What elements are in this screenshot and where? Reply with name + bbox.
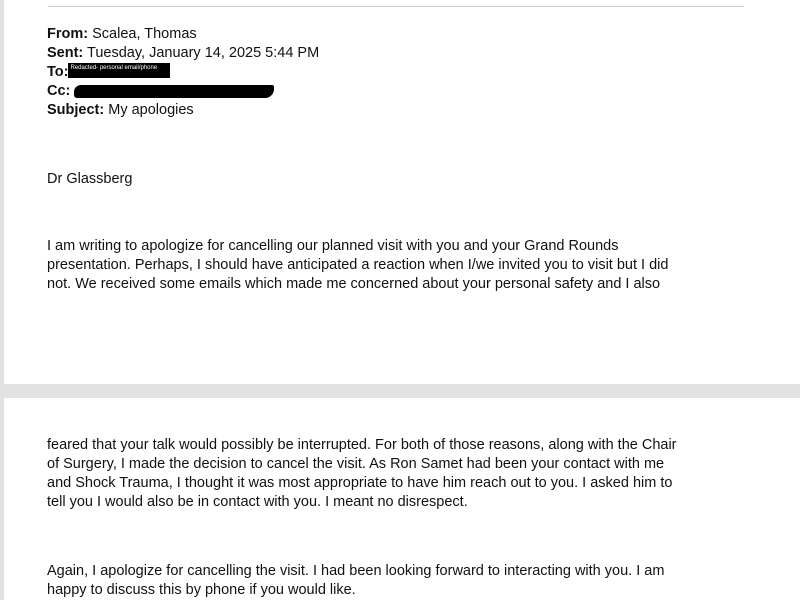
sent-label: Sent: [47,45,84,61]
sent-line [47,44,319,63]
cc-redaction-scribble [74,85,274,98]
subject-line [47,101,194,120]
paragraph-3-line: Again, I apologize for cancelling the visit. I had been looking forward to interacting with you. I am [47,563,665,579]
to-line [47,63,170,82]
paragraph-2-line: and Shock Trauma, I thought it was most appropriate to have him reach out to you. I asked him to [47,475,673,491]
paragraph-3-line: happy to discuss this by phone if you would like. [47,582,356,598]
subject-value: My apologies [108,102,194,118]
document-page-1 [4,0,800,384]
paragraph-1-line: not. We received some emails which made me concerned about your personal safety and I also [47,276,661,292]
greeting: Dr Glassberg [47,171,133,187]
paragraph-1-line: I am writing to apologize for cancelling our planned visit with you and your Grand Rounds [47,238,619,254]
cc-line [47,82,274,101]
paragraph-2-line: feared that your talk would possibly be interrupted. For both of those reasons, along with the Chair [47,437,677,453]
paragraph-1-line: presentation. Perhaps, I should have anticipated a reaction when I/we invited you to visit but I did [47,257,669,273]
header-divider [48,6,744,7]
document-page-2 [4,398,800,600]
from-line [47,25,197,44]
paragraph-2 [47,436,747,512]
sent-value: Tuesday, January 14, 2025 5:44 PM [87,45,320,61]
to-label: To: [47,64,69,80]
cc-label: Cc: [47,83,71,99]
to-redaction-box: Redacted- personal email/phone [68,63,170,78]
paragraph-3 [47,562,747,600]
subject-label: Subject: [47,102,105,118]
from-value: Scalea, Thomas [92,26,197,42]
paragraph-2-line: of Surgery, I made the decision to cancel the visit. As Ron Samet had been your contact with me [47,456,665,472]
paragraph-2-line: tell you I would also be in contact with you. I meant no disrespect. [47,494,468,510]
from-label: From: [47,26,89,42]
paragraph-1 [47,237,747,294]
